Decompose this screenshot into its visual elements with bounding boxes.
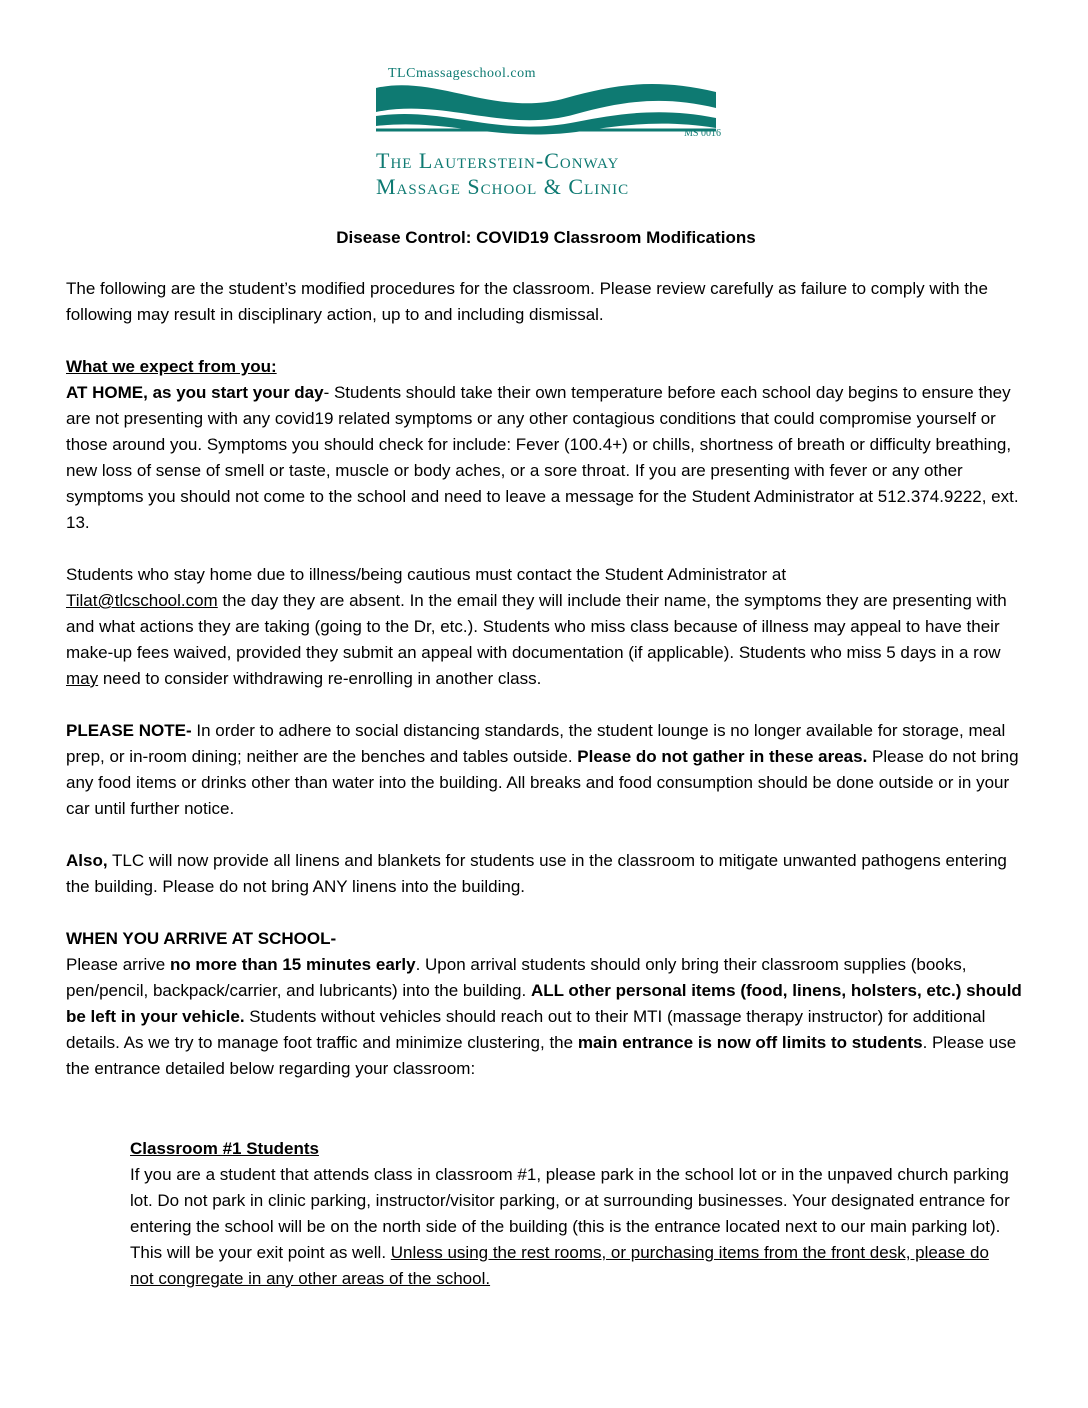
note-text-1: In order to adhere to social distancing standards, the student lounge is no longer available for storage, meal prep, or in-room dining; neither are the benches and tables outside. [66, 721, 1006, 766]
note-paragraph [66, 718, 1026, 822]
absence-text-2: the day they are absent. In the email they will include their name, the symptoms they are presenting with and what actions they are taking (going to the Dr, etc.). Students who miss class because of illness may appeal to have their make-up fees waived, provided they submit an appeal with documentation (if applicable). Students who miss 5 days in a row [66, 591, 1007, 662]
logo-url: TLCmassageschool.com [388, 66, 537, 81]
absence-text-3: need to consider withdrawing re-enrolling in another class. [98, 669, 542, 688]
arrive-text-1: Please arrive [66, 955, 170, 974]
arrive-heading: WHEN YOU ARRIVE AT SCHOOL- [66, 929, 337, 948]
note-bold: Please do not gather in these areas. [577, 747, 868, 766]
logo-code: MS 0016 [684, 128, 721, 139]
arrive-text-2: . Upon arrival students should only bring their classroom supplies (books, pen/pencil, backpack/carrier, and lubricants) into the building. [66, 955, 967, 1000]
arrive-text-4: . Please use the entrance detailed below regarding your classroom: [66, 1033, 1017, 1078]
arrive-bold-3: main entrance is now off limits to students [577, 1033, 923, 1052]
document-title: Disease Control: COVID19 Classroom Modifications [336, 228, 756, 247]
intro-paragraph: The following are the student’s modified procedures for the classroom. Please review carefully as failure to comply with the following may result in disciplinary action, up to and including dismissal. [66, 279, 988, 324]
absence-paragraph [66, 562, 1026, 692]
also-paragraph [66, 848, 1026, 900]
arrive-bold-2: ALL other personal items (food, linens, holsters, etc.) should be left in your vehicle. [66, 981, 1022, 1026]
classroom1-heading: Classroom #1 Students [130, 1139, 319, 1158]
classroom1-text: If you are a student that attends class in classroom #1, please park in the school lot or in the unpaved church parking lot. Do not park in clinic parking, instructor/visitor parking, or at surrounding businesses. Your designated entrance for entering the school will be on the north side of the building (this is the entrance located next to our main parking lot). This will be your exit point as well. [130, 1165, 1010, 1262]
email-link[interactable]: Tilat@tlcschool.com [66, 591, 218, 610]
logo-name-line1: The Lauterstein-Conway [376, 148, 620, 173]
arrive-paragraph [66, 952, 1026, 1082]
note-text-2: Please do not bring any food items or drinks other than water into the building. All breaks and food consumption should be done outside or in your car until further notice. [66, 747, 1019, 818]
also-label: Also, [66, 851, 108, 870]
also-text: TLC will now provide all linens and blankets for students use in the classroom to mitigate unwanted pathogens entering the building. Please do not bring ANY linens into the building. [66, 851, 1007, 896]
arrive-section [66, 926, 1026, 1082]
classroom1-section [130, 1136, 1010, 1292]
home-text: - Students should take their own temperature before each school day begins to ensure they are not presenting with any covid19 related symptoms or any other contagious conditions that could compromise yourself or those around you. Symptoms you should check for include: Fever (100.4+) or chills, shortness of breath or difficulty breathing, new loss of sense of smell or taste, muscle or body aches, or a sore throat. If you are presenting with fever or any other symptoms you should not come to the school and need to leave a message for the Student Administrator at 512.374.9222, ext. 13. [66, 383, 1019, 532]
absence-text-1: Students who stay home due to illness/being cautious must contact the Student Administrator at [66, 565, 787, 584]
classroom1-underlined: Unless using the rest rooms, or purchasing items from the front desk, please do not congregate in any other areas of the school. [130, 1243, 989, 1288]
arrive-text-3: Students without vehicles should reach out to their MTI (massage therapy instructor) for additional details. As we try to manage foot traffic and minimize clustering, the [66, 1007, 986, 1052]
may-text: may [66, 669, 99, 688]
logo-name-line2: Massage School & Clinic [376, 174, 630, 199]
classroom1-paragraph [130, 1162, 1010, 1292]
expect-section [66, 354, 1026, 536]
arrive-bold-1: no more than 15 minutes early [169, 955, 416, 974]
home-label: AT HOME, as you start your day [66, 383, 324, 402]
home-paragraph [66, 380, 1026, 536]
school-logo [376, 62, 786, 202]
note-label: PLEASE NOTE- [66, 721, 192, 740]
expect-heading: What we expect from you: [66, 357, 277, 376]
logo-waves-icon [376, 78, 716, 138]
